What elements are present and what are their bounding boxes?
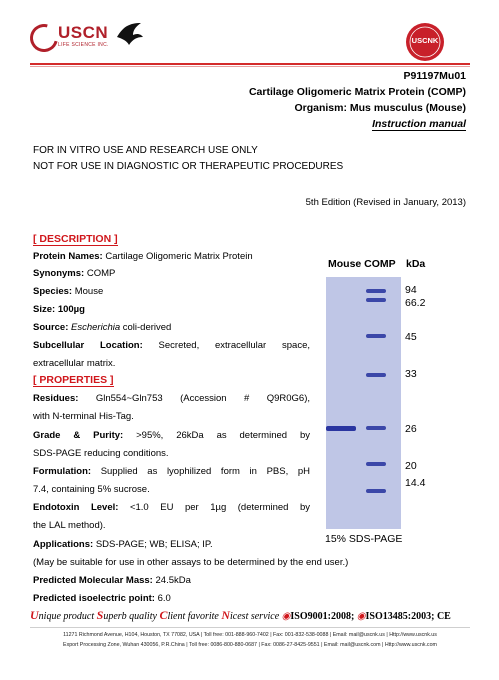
protein-names: Protein Names: Cartilage Oligomeric Matrix Protein — [33, 251, 253, 262]
uscnk-badge-text: USCNK — [411, 36, 439, 45]
gel-caption: 15% SDS-PAGE — [325, 533, 403, 545]
residues-cont: with N-terminal His-Tag. — [33, 411, 134, 422]
catalog-number: P91197Mu01 — [403, 70, 466, 82]
ce-mark: CE — [436, 611, 451, 622]
marker-band — [366, 462, 386, 466]
formulation-cont: 7.4, containing 5% sucrose. — [33, 484, 150, 495]
gel-title: Mouse COMP — [328, 258, 396, 270]
bird-icon — [113, 19, 145, 51]
edition: 5th Edition (Revised in January, 2013) — [305, 197, 466, 208]
species: Species: Mouse — [33, 286, 104, 297]
properties-heading: [ PROPERTIES ] — [33, 374, 114, 386]
organism: Organism: Mus musculus (Mouse) — [294, 102, 466, 114]
footer-divider — [30, 627, 470, 628]
header-divider-thin — [30, 66, 470, 67]
kda-marker-20: 20 — [405, 460, 417, 472]
grade-purity-cont: SDS-PAGE reducing conditions. — [33, 448, 169, 459]
molecular-mass: Predicted Molecular Mass: 24.5kDa — [33, 575, 191, 586]
size: Size: 100µg — [33, 304, 85, 315]
marker-band — [366, 489, 386, 493]
residues: Residues: Gln554~Gln753 (Accession # Q9R0G6), — [33, 393, 310, 404]
subcellular-location: Subcellular Location: Secreted, extracellular space, — [33, 340, 310, 351]
kda-marker-94: 94 — [405, 284, 417, 296]
marker-band — [366, 334, 386, 338]
sds-page-gel-image — [326, 277, 401, 529]
logo-text: USCN — [58, 23, 109, 42]
iso-badge-icon: ◉ — [356, 611, 366, 622]
marker-band — [366, 289, 386, 293]
kda-marker-26: 26 — [405, 423, 417, 435]
doc-type: Instruction manual — [372, 118, 466, 130]
grade-purity: Grade & Purity: >95%, 26kDa as determined by — [33, 430, 310, 441]
kda-marker-14: 14.4 — [405, 477, 426, 489]
kda-marker-33: 33 — [405, 368, 417, 380]
product-name: Cartilage Oligomeric Matrix Protein (COMP) — [248, 86, 466, 98]
source: Source: Escherichia coli-derived — [33, 322, 172, 333]
endotoxin-cont: the LAL method). — [33, 520, 106, 531]
description-heading: [ DESCRIPTION ] — [33, 233, 118, 245]
marker-band — [366, 373, 386, 377]
kda-marker-45: 45 — [405, 331, 417, 343]
applications: Applications: SDS-PAGE; WB; ELISA; IP. — [33, 539, 213, 550]
usage-line-1: FOR IN VITRO USE AND RESEARCH USE ONLY — [33, 145, 258, 156]
gel-kda-label: kDa — [406, 258, 426, 270]
synonyms: Synonyms: COMP — [33, 268, 116, 279]
isoelectric-point: Predicted isoelectric point: 6.0 — [33, 593, 171, 604]
usage-line-2: NOT FOR USE IN DIAGNOSTIC OR THERAPEUTIC PROCEDURES — [33, 161, 344, 172]
iso-badge-icon: ◉ — [281, 611, 291, 622]
kda-marker-66: 66.2 — [405, 297, 426, 309]
sample-band — [326, 426, 356, 431]
footer-tagline: Unique product Superb quality Client favorite Nicest service ◉ISO9001:2008; ◉ISO13485:2003; CE — [30, 608, 451, 622]
marker-band — [366, 426, 386, 430]
applications-note: (May be suitable for use in other assays to be determined by the end user.) — [33, 557, 349, 568]
marker-band — [366, 298, 386, 302]
header-divider — [30, 63, 470, 65]
logo-subtext: LIFE SCIENCE INC. — [58, 42, 109, 48]
footer-address-cn: Export Processing Zone, Wuhan 430056, P.R.China | Toll free: 0086-800-880-0687 | Fax: 0086-27-8425-9551 | Email: mail@uscnk.com | Http://www.uscnk.com — [63, 642, 437, 648]
endotoxin: Endotoxin Level: <1.0 EU per 1µg (determined by — [33, 502, 310, 513]
subcellular-location-cont: extracellular matrix. — [33, 358, 116, 369]
footer-address-us: 11271 Richmond Avenue, H104, Houston, TX 77082, USA | Toll free: 001-888-960-7402 | Fax: 001-832-538-0088 | Email: mail@uscnk.us | Http://www.uscnk.us — [63, 632, 437, 638]
formulation: Formulation: Supplied as lyophilized form in PBS, pH — [33, 466, 310, 477]
